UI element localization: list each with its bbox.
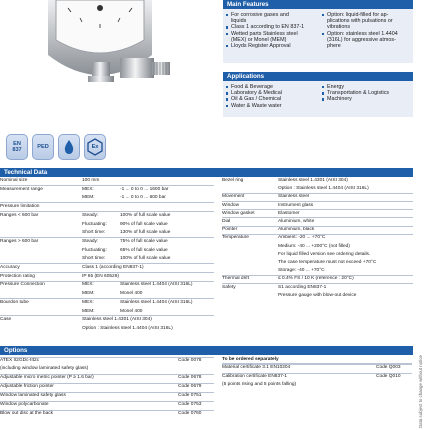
tech-row: [0, 291, 214, 297]
technical-data-header: Technical Data: [0, 168, 413, 177]
option-code: Code 0078: [178, 358, 202, 363]
option-name: Blow out disc at the back: [0, 411, 54, 416]
application-item: Energy: [321, 84, 389, 90]
tech-row: [0, 317, 214, 323]
ped-label: PED: [37, 144, 49, 150]
tech-label: Window gasket: [222, 210, 255, 216]
tech-row: [0, 239, 214, 245]
tech-value: For liquid filled version see ordering details.: [278, 251, 371, 257]
tech-value: The case temperature must not exceed +70°C: [278, 260, 377, 265]
tech-label: Thermal drift: [222, 276, 249, 282]
option-code: Code 0760: [178, 411, 202, 416]
row-divider: [222, 234, 413, 235]
row-divider: [222, 275, 413, 276]
row-divider: [0, 263, 214, 264]
tech-row: [0, 187, 214, 193]
application-item: Laboratory & Medical: [225, 90, 282, 96]
tech-sublabel: Short time:: [82, 256, 106, 262]
tech-sublabel: MEM:: [82, 195, 95, 201]
tech-row: [0, 248, 214, 254]
main-feature-item: For corrosive gases and: [225, 12, 304, 18]
main-feature-item: Lloyds Register Approval: [225, 43, 304, 49]
tech-value: 130% of full scale value: [120, 230, 171, 236]
option-row: [0, 383, 214, 392]
tech-value: 100% of full scale value: [120, 256, 171, 262]
tech-label: Movement: [222, 194, 245, 200]
row-divider: [0, 315, 214, 316]
tech-value: Monel 400: [120, 291, 143, 297]
technical-right-column: [222, 178, 413, 338]
tech-sublabel: MEM:: [82, 308, 95, 314]
main-feature-item: Class 1 according to EN 837-1: [225, 24, 304, 30]
tech-value: IP 65 (EN 60529): [82, 273, 119, 279]
options-left: [0, 357, 214, 419]
row-divider: [0, 298, 214, 299]
options-right-list: [222, 364, 412, 390]
option-row: [0, 374, 214, 383]
tech-value: -1 ... 0 to 0 ... 1600 bar: [120, 186, 169, 192]
row-divider: [222, 217, 413, 218]
pressure-gauge-photo: [40, 0, 180, 135]
tech-row: [0, 178, 214, 184]
option-name: Adjustable micro metric pointer (P ≥ 1.6 bar): [0, 375, 94, 380]
tech-label: Bourdon tube: [0, 299, 29, 305]
main-features-panel: [223, 9, 413, 63]
application-item: Transportation & Logistics: [321, 90, 389, 96]
application-item: Oil & Gas / Chemical: [225, 96, 282, 102]
main-features-header: Main Features: [223, 0, 413, 9]
tech-sublabel: MEM:: [82, 291, 95, 297]
tech-value: 100 mm: [82, 178, 100, 183]
option-row: [222, 382, 412, 390]
tech-sublabel: Fluctuating:: [82, 247, 107, 253]
main-features-right: [321, 12, 398, 49]
tech-row: [0, 204, 214, 210]
tech-row: [0, 256, 214, 262]
option-code: Code 0678: [178, 375, 202, 380]
option-name: ATEX II2GDc-IIt2c: [0, 358, 40, 363]
row-divider: [0, 281, 214, 282]
ped-cert-icon: [32, 134, 54, 160]
tech-sublabel: MEX:: [82, 282, 94, 288]
options-table: [0, 357, 413, 430]
tech-row: [0, 230, 214, 236]
tech-row: [0, 222, 214, 228]
tech-value: Class 1 (according EN837-1): [82, 265, 144, 270]
tech-label: Case: [0, 317, 12, 323]
tech-value: Storage: -40 ... +70°C: [278, 268, 325, 274]
ex-label: Ex: [91, 144, 99, 150]
tech-row: [0, 309, 214, 315]
tech-label: Window: [222, 202, 240, 208]
tech-label: Pressure Connection: [0, 282, 45, 288]
option-code: Code Q010: [376, 373, 401, 379]
tech-label: Accuracy: [0, 265, 20, 270]
tech-sublabel: Short time:: [82, 230, 106, 236]
main-feature-item: (MEX) or Monel (MEM): [231, 36, 287, 43]
option-code: Code 0679: [178, 384, 202, 389]
technical-left-column: [0, 178, 214, 338]
tech-sublabel: Steady:: [82, 212, 99, 218]
option-row: [0, 410, 214, 419]
tech-value: ≤ 0.4% FS / 10 K (reference : 20°C): [278, 276, 354, 282]
option-code: Code 0751: [178, 393, 202, 398]
tech-value: Elastomer: [278, 210, 300, 216]
main-feature-item: Option: stainless steel 1.4404: [321, 31, 398, 37]
tech-value: 90% of full scale value: [120, 221, 168, 227]
tech-value: Stainless steel 1.4301 (AISI 304): [82, 317, 152, 323]
tech-label: Dial: [222, 219, 231, 224]
row-divider: [0, 237, 214, 238]
tech-value: -1 ... 0 to 0 ... 600 bar: [120, 195, 166, 201]
tech-value: 65% of full scale value: [120, 247, 168, 253]
tech-sublabel: Fluctuating:: [82, 221, 107, 227]
option-row: [0, 357, 214, 366]
tech-label: Nominal size: [0, 178, 28, 183]
main-feature-item: (316L) for aggressive atmos-: [327, 36, 396, 43]
tech-value: Stainless steel: [278, 194, 309, 200]
option-row: [0, 392, 214, 401]
technical-data-table: [0, 178, 413, 338]
tech-sublabel: Steady:: [82, 238, 99, 244]
tech-label: Safety: [222, 284, 236, 290]
tech-label: Ranges < 600 bar: [0, 212, 39, 218]
tech-label: Pointer: [222, 227, 238, 233]
tech-label: Pressure limitation: [0, 204, 40, 210]
main-feature-item: Wetted parts Stainless steel: [225, 31, 304, 37]
tech-value: Stainless steel 1.4301 (AISI 304): [278, 178, 348, 183]
tech-label: Ranges > 600 bar: [0, 238, 39, 244]
option-row: [0, 366, 214, 374]
option-name: (5 points rising and 5 points falling): [222, 381, 297, 387]
tech-label: Protection rating: [0, 273, 35, 279]
option-row: [222, 364, 412, 373]
tech-row: [0, 326, 214, 332]
tech-value: Stainless steel 1.4404 (AISI 316L): [120, 299, 193, 305]
applications-panel: [223, 81, 413, 117]
atex-ex-icon: [84, 134, 106, 160]
tech-value: 100% of full scale value: [120, 212, 171, 218]
row-divider: [222, 226, 413, 227]
tech-value: 75% of full scale value: [120, 238, 168, 244]
tech-value: S1 according EN837-1: [278, 284, 327, 290]
tech-row: [0, 265, 214, 271]
ordered-separately-title: To be ordered separately: [222, 357, 412, 364]
options-header: Options: [0, 346, 413, 355]
row-divider: [0, 202, 214, 203]
applications-header: Applications: [223, 72, 413, 81]
applications-right: [321, 84, 389, 103]
row-divider: [0, 211, 214, 212]
option-name: Calibration certificate EN837-1: [222, 373, 288, 379]
application-item: Water & Waste water: [225, 103, 282, 109]
tech-value: Aluminium, black: [278, 227, 315, 233]
application-item: Food & Beverage: [225, 84, 282, 90]
tech-value: Stainless steel 1.4404 (AISI 316L): [120, 282, 193, 288]
option-name: (including window laminated safety glass): [0, 366, 89, 371]
tech-value: Instrument glass: [278, 202, 314, 208]
row-divider: [222, 201, 413, 202]
tech-row: [0, 282, 214, 288]
main-feature-item: liquids: [231, 18, 247, 25]
row-divider: [0, 272, 214, 273]
option-code: Code Q003: [376, 364, 401, 370]
tech-row: [0, 195, 214, 201]
option-row: [0, 401, 214, 410]
row-divider: [222, 283, 413, 284]
tech-row: [0, 274, 214, 280]
row-divider: [222, 209, 413, 210]
tech-label: Bezel ring: [222, 178, 244, 183]
applications-left: [225, 84, 282, 109]
row-divider: [0, 185, 214, 186]
tech-label: Temperature: [222, 235, 249, 241]
main-feature-item: vibrations: [327, 24, 351, 31]
tech-value: Aluminium, white: [278, 219, 315, 224]
main-feature-item: plications with pulsations or: [327, 18, 393, 25]
option-name: Material certificate 3.1 EN10204: [222, 364, 291, 370]
options-right: [222, 357, 412, 390]
tech-sublabel: MEX:: [82, 186, 94, 192]
option-name: Window polycarbonate: [0, 402, 49, 407]
tech-row: [0, 300, 214, 306]
tech-value: Option : Stainless steel 1.4404 (AISI 316L): [278, 186, 369, 192]
droplet-icon: [63, 139, 75, 155]
option-row: [222, 373, 412, 382]
option-name: Adjustable friction pointer: [0, 384, 54, 389]
main-feature-item: Option: liquid-filled for ap-: [321, 12, 398, 18]
tech-value: Pressure gauge with blow-out device: [278, 292, 357, 298]
side-note: Data subject to change without notice: [418, 355, 423, 428]
application-item: Machinery: [321, 96, 389, 102]
option-code: Code 0753: [178, 402, 202, 407]
tech-row: [0, 213, 214, 219]
tech-value: Medium: -40 ... +200°C (not filled): [278, 243, 350, 249]
tech-label: Measurement range: [0, 186, 43, 192]
tech-sublabel: MEX:: [82, 299, 94, 305]
tech-value: Ambient: -20 ... +70°C: [278, 235, 326, 241]
tech-value: Option : Stainless steel 1.4404 (AISI 316L): [82, 325, 173, 331]
tech-value: Monel 400: [120, 308, 143, 314]
main-features-left: [225, 12, 304, 49]
en837-cert-icon: [6, 134, 28, 160]
main-feature-item: phere: [327, 43, 341, 50]
en837-label: EN 837: [12, 141, 22, 153]
ip65-droplet-icon: [58, 134, 80, 160]
row-divider: [222, 193, 413, 194]
option-name: Window laminated safety glass: [0, 393, 66, 398]
